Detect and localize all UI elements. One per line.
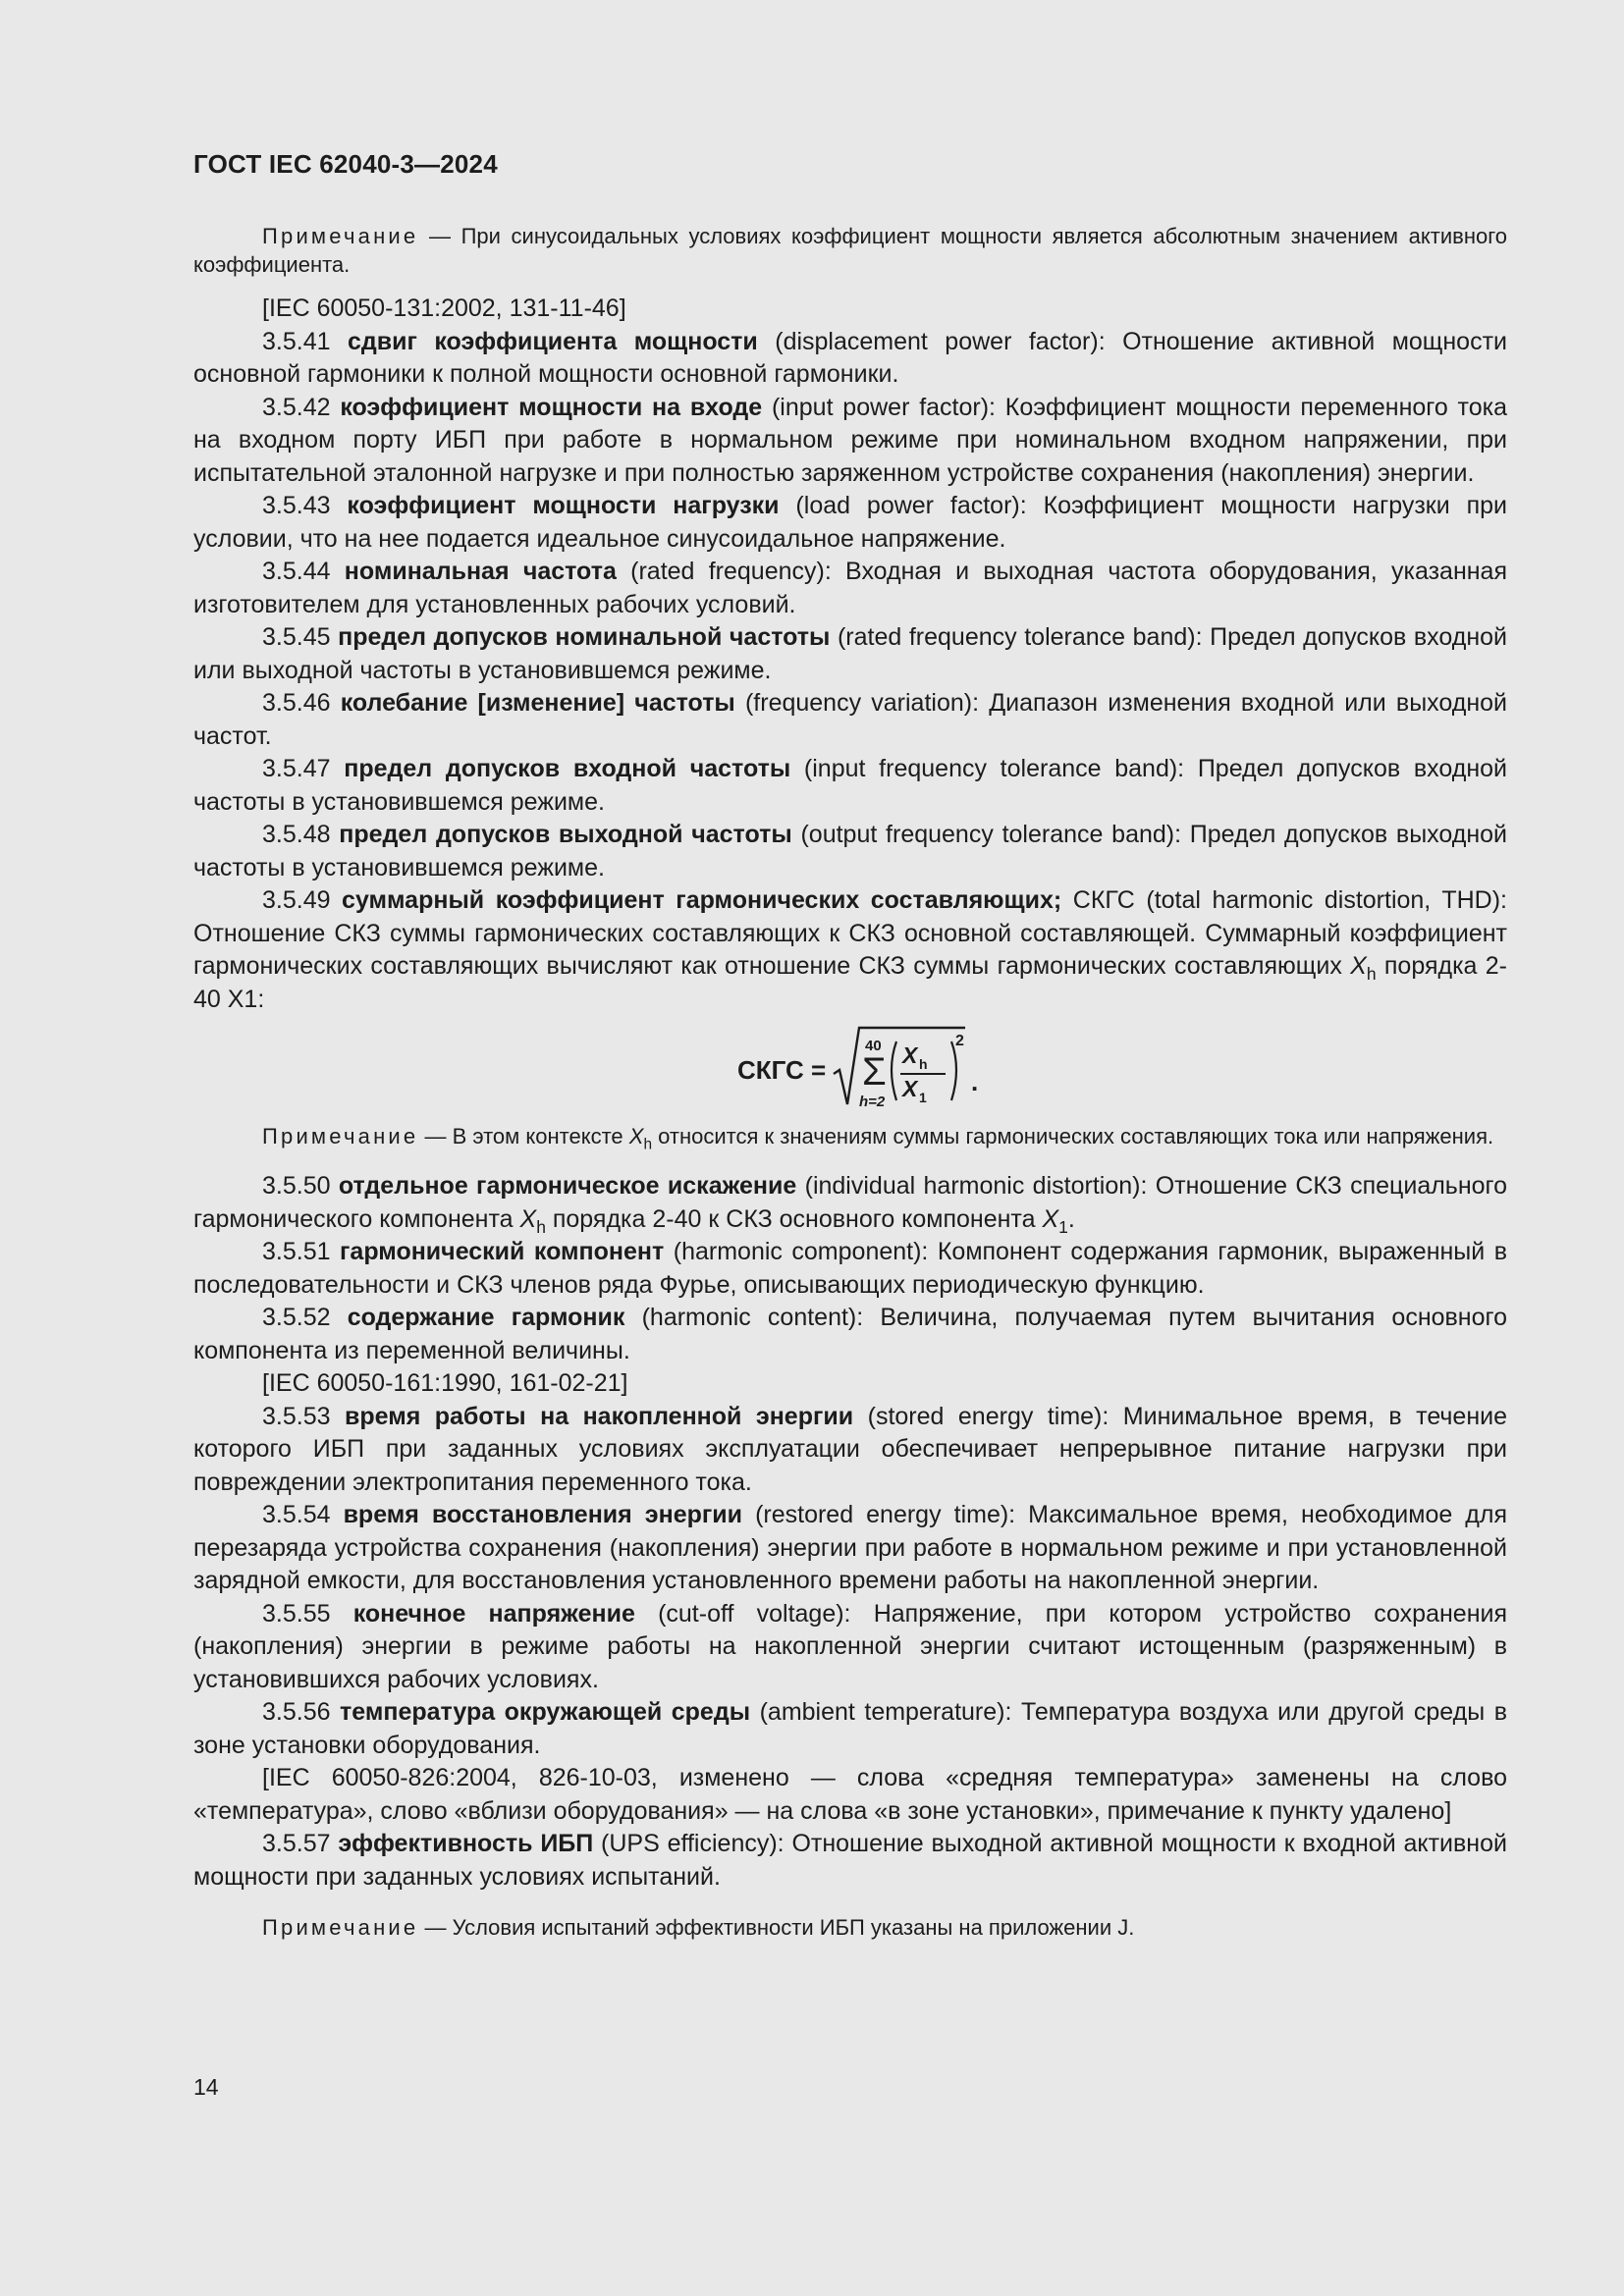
term: время восстановления энергии [343,1501,743,1528]
text-run: — В этом контексте [418,1124,629,1148]
body-paragraph [193,490,1507,556]
body-paragraph [193,1598,1507,1697]
body-paragraph [193,1401,1507,1500]
term: предел допусков номинальной частоты [338,623,831,651]
text-run: 3.5.55 [262,1599,353,1628]
term: номинальная частота [344,558,617,585]
right-paren [951,1041,956,1100]
text-run: 3.5.41 [262,327,348,355]
term: эффективность ИБП [338,1830,594,1857]
text-run: 3.5.42 [262,393,341,421]
math-symbol: X [519,1204,537,1233]
sum-upper-limit: 40 [865,1038,882,1054]
subscript: h [643,1136,653,1153]
document-header: ГОСТ IEC 62040-3—2024 [193,149,498,179]
denominator-sub: 1 [919,1090,927,1105]
text-run: порядка 2-40 к СКЗ основного компонента [545,1204,1043,1233]
note-label: Примечание [262,1915,419,1940]
body-paragraph [193,819,1507,884]
body-paragraph [193,326,1507,392]
text-run: 3.5.54 [262,1501,344,1528]
text-run: 3.5.53 [262,1402,345,1430]
term: сдвиг коэффициента мощности [347,327,758,355]
body-paragraph [193,1696,1507,1762]
text-run: (cut-off voltage): Напряжение, при котором устройство сохранения (накопления) энергии в режиме работы на накопленной энергии считают истощенным (разряженным) в установившихся рабочих условиях. [193,1599,1507,1693]
body-paragraph [193,1762,1507,1828]
body-paragraph [193,1302,1507,1367]
term: коэффициент мощности на входе [340,393,763,421]
body-paragraph [193,1236,1507,1302]
term: суммарный коэффициент гармонических составляющих; [342,886,1062,914]
text-run: 3.5.50 [262,1172,339,1200]
text-run: (input power factor): Коэффициент мощности переменного тока на входном порту ИБП при работе в нормальном режиме при номинальном входном напряжении, при испытательной эталонной нагрузке и при полностью заряженном устройстве сохранения (накопления) энергии. [193,393,1508,487]
text-run: [IEC 60050-131:2002, 131-11-46] [262,294,626,322]
sum-lower-limit: h=2 [859,1094,886,1110]
math-symbol: X [1042,1204,1059,1233]
body-paragraph [193,753,1507,819]
formula-power: 2 [955,1033,964,1049]
term: температура окружающей среды [340,1698,751,1726]
text-run: 3.5.57 [262,1830,339,1857]
body-paragraph [193,392,1507,491]
text-run: (harmonic content): Величина, получаемая путем вычитания основного компонента из переменной величины. [193,1304,1507,1364]
math-symbol: X [1350,952,1367,980]
text-run: 3.5.51 [262,1238,341,1265]
numerator-sub: h [919,1056,928,1072]
text-run: (output frequency tolerance band): Предел допусков выходной частоты в установившемся режиме. [193,821,1508,881]
text-run: (rated frequency): Входная и выходная частота оборудования, указанная изготовителем для установленных рабочих условий. [193,558,1507,618]
text-run: 3.5.56 [262,1698,341,1726]
text-run: (UPS efficiency): Отношение выходной активной мощности к входной активной мощности при заданных условиях испытаний. [193,1830,1507,1891]
note-label: Примечание [262,224,419,248]
text-run: 3.5.47 [262,755,345,782]
text-run: (load power factor): Коэффициент мощности нагрузки при условии, что на нее подается идеальное синусоидальное напряжение. [193,492,1508,553]
term: коэффициент мощности нагрузки [347,492,780,519]
text-run: 3.5.45 [262,623,339,651]
text-run: (stored energy time): Минимальное время, в течение которого ИБП при заданных условиях эксплуатации обеспечивает непрерывное питание нагрузки при повреждении электропитания переменного тока. [193,1402,1507,1496]
text-run: — Условия испытаний эффективности ИБП указаны на приложении J. [418,1915,1135,1940]
text-run: 3.5.48 [262,821,340,848]
term: предел допусков входной частоты [344,755,791,782]
body-paragraph [193,1367,1507,1401]
subscript: h [536,1216,546,1237]
text-run: 3.5.46 [262,689,341,717]
term: конечное напряжение [352,1599,635,1628]
page-number: 14 [193,2074,219,2100]
text-run: (harmonic component): Компонент содержания гармоник, выраженный в последовательности и СКЗ членов ряда Фурье, описывающих периодическую функцию. [193,1238,1508,1299]
body-paragraph [193,293,1507,326]
text-run: 3.5.49 [262,886,343,914]
formula-lhs: СКГС = [737,1055,827,1085]
thd-formula [193,1020,1507,1114]
text-run: (ambient temperature): Температура воздуха или другой среды в зоне установки оборудования. [193,1698,1507,1759]
text-run: 3.5.52 [262,1304,348,1331]
text-run: 3.5.44 [262,558,345,585]
term: гармонический компонент [340,1238,665,1265]
note-paragraph [193,1913,1507,1942]
term: предел допусков выходной частоты [339,821,792,848]
formula-end: . [971,1067,979,1096]
text-run: — При синусоидальных условиях коэффициент мощности является абсолютным значением активного коэффициента. [193,224,1507,277]
body-paragraph [193,556,1507,621]
term: отдельное гармоническое искажение [338,1172,797,1200]
text-run: . [1067,1204,1075,1233]
note-paragraph [193,222,1507,279]
body-paragraph [193,884,1507,1016]
text-run: порядка 2-40 X1: [193,952,1508,1013]
body-paragraph [193,1828,1507,1894]
body-paragraph [193,687,1507,753]
body-paragraph [193,621,1507,687]
text-run: СКГС (total harmonic distortion, THD): Отношение СКЗ суммы гармонических составляющих к СКЗ основной составляющей. Суммарный коэффициент гармонических составляющих вычисляют как отношение СКЗ суммы гармонических составляющих [193,886,1507,980]
text-run: (displacement power factor): Отношение активной мощности основной гармоники к полной мощности основной гармоники. [193,327,1507,388]
text-run: [IEC 60050-161:1990, 161-02-21] [262,1369,628,1397]
term: колебание [изменение] частоты [340,689,735,717]
subscript: h [1366,964,1377,985]
text-run: (restored energy time): Максимальное время, необходимое для перезаряда устройства сохранения (накопления) энергии при работе в нормальном режиме и при установленной зарядной емкости, для восстановления установленного времени работы на накопленной энергии. [193,1501,1508,1594]
math-symbol: X [628,1124,644,1148]
denominator-x: X [902,1076,918,1101]
subscript: 1 [1058,1216,1068,1237]
text-run: относится к значениям суммы гармонических составляющих тока или напряжения. [652,1124,1494,1148]
term: время работы на накопленной энергии [344,1402,854,1430]
text-run: (individual harmonic distortion): Отношение СКЗ специального гармонического компонента [193,1172,1508,1233]
text-run: (input frequency tolerance band): Предел допусков входной частоты в установившемся режиме. [193,755,1507,816]
note-label: Примечание [262,1124,419,1148]
numerator-x: X [902,1042,918,1068]
text-run: [IEC 60050-826:2004, 826-10-03, изменено — слова «средняя температура» заменены на слово «температура», слово «вблизи оборудования» — на слова «в зоне установки», примечание к пункту удалено] [193,1764,1507,1825]
text-run: (frequency variation): Диапазон изменения входной или выходной частот. [193,689,1507,750]
body-paragraph [193,1499,1507,1598]
document-body [193,222,1507,1942]
text-run: (rated frequency tolerance band): Предел допусков входной или выходной частоты в установившемся режиме. [193,623,1508,684]
thd-formula-graphic [737,1020,1061,1114]
text-run: 3.5.43 [262,492,348,519]
note-paragraph [193,1122,1507,1153]
radical-sign [834,1028,965,1104]
body-paragraph [193,1170,1507,1236]
sum-sigma: Σ [862,1050,887,1094]
left-paren [892,1041,896,1100]
term: содержание гармоник [347,1304,625,1331]
